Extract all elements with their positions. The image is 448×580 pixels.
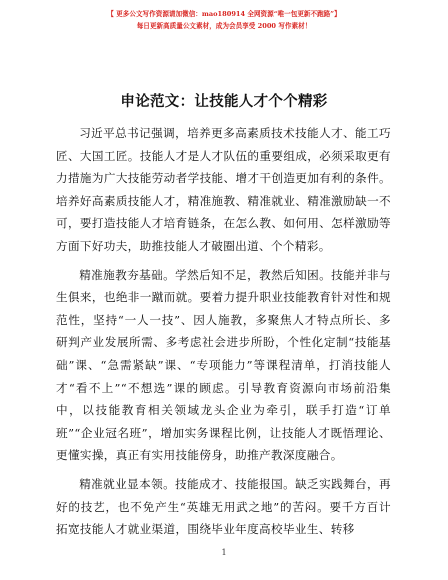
promo-banner (0, 8, 448, 32)
page-number: 1 (221, 548, 227, 557)
paragraph-employment: 精准就业显本领。技能成才、技能报国。缺乏实践舞台，再好的技艺，也不免产生“英雄无用武之地”的苦闷。要千方百计拓宽技能人才就业渠道，围绕毕业年度高校毕业生、转移 (56, 476, 391, 537)
document-title: 申论范文：让技能人才个个精彩 (120, 94, 328, 110)
document-body (56, 122, 391, 547)
paragraph-teaching: 精准施教夯基础。学然后知不足，教然后知困。技能并非与生俱来，也绝非一蹴而就。要着力提升职业技能教育针对性和规范性，坚持“一人一技”、因人施教，多聚焦人才特点所长、多研判产业发展所需、多考虑社会进步所盼，个性化定制“技能基础”课、“急需紧缺”课、“专项能力”等课程清单，打消技能人才“看不上”“不想选”课的顾虑。引导教育资源向市场前沿集中，以技能教育相关领域龙头企业为牵引，联手打造“订单班”“企业冠名班”，增加实务课程比例，让技能人才既悟理论、更懂实操，真正有实用技能傍身，助推产教深度融合。 (56, 267, 391, 463)
paragraph-intro: 习近平总书记强调，培养更多高素质技术技能人才、能工巧匠、大国工匠。技能人才是人才队伍的重要组成，必须采取更有力措施为广大技能劳动者学技能、增才干创造更加有利的条件。培养好高素质技能人才，精准施教、精准就业、精准激励缺一不可，要打造技能人才培育链条，在怎么教、如何用、怎样激励等方面下好功夫，助推技能人才破圈出道、个个精彩。 (56, 126, 391, 253)
promo-banner-line-2: 每日更新高质量公文素材，成为会员享受 2000 写作素材！ (136, 22, 312, 30)
promo-banner-line-1: 【 更多公文写作资源请加微信：mao180914 全网资源“唯一包更新不跑路”】 (107, 10, 341, 18)
